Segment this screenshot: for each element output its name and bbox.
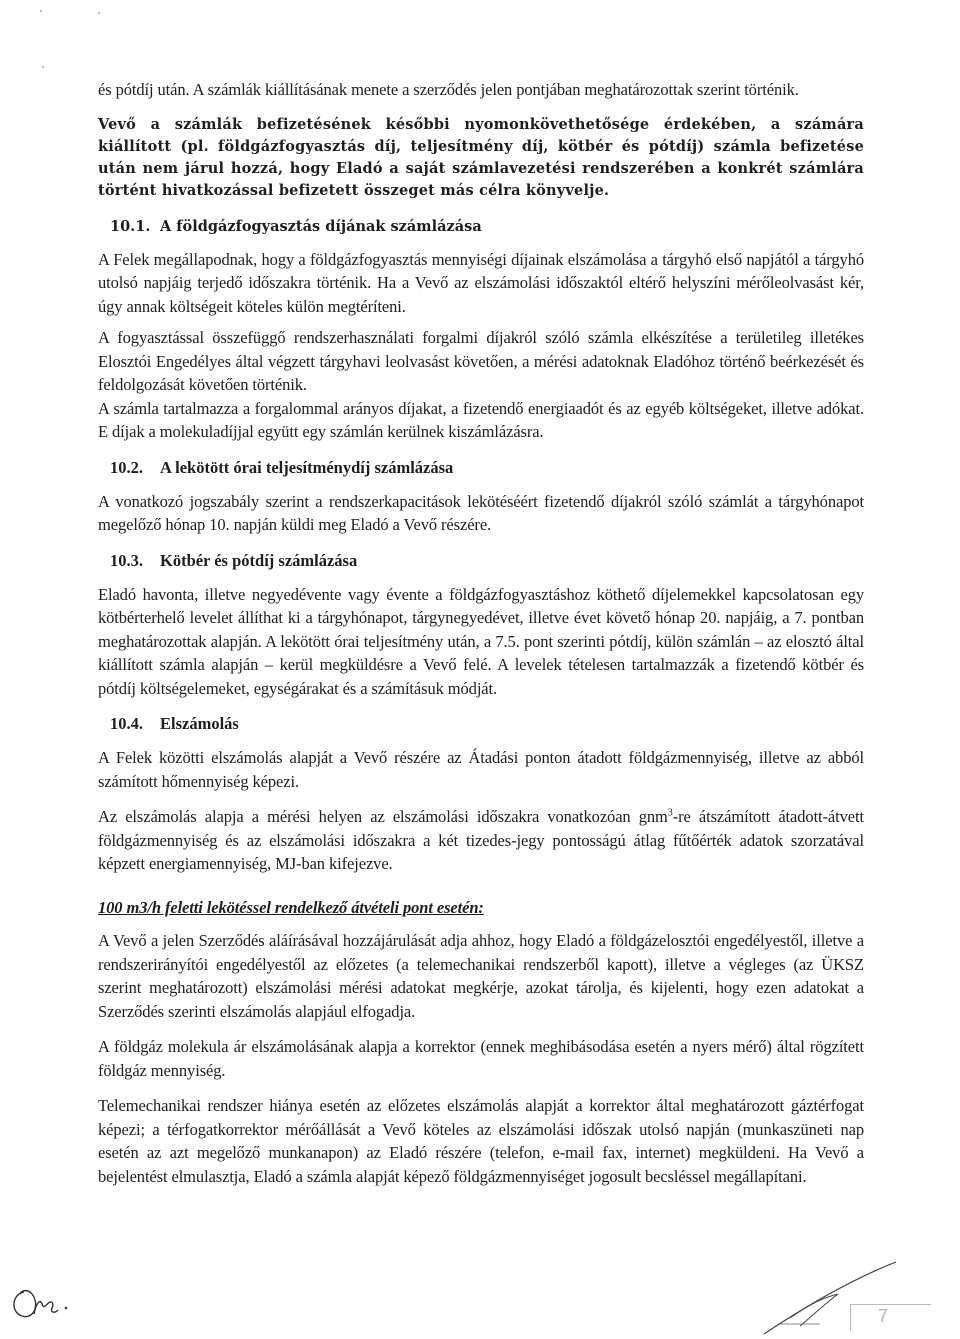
section-10-1-heading	[98, 216, 864, 236]
section-10-1-paragraph-1: A Felek megállapodnak, hogy a földgázfogyasztás mennyiségi díjainak elszámolása a tárgyhó első napjától a tárgyhó utolsó napjáig terjedő időszakra történik. Ha a Vevő az elszámolási időszaktól eltérő helyszíni mérőleolvasást kér, úgy annak költségeit köteles külön megtéríteni.	[98, 249, 864, 316]
section-number: 10.1.	[110, 217, 151, 235]
section-number: 10.3.	[110, 550, 143, 570]
subsection-100m3-paragraph-1: A Vevő a jelen Szerződés aláírásával hozzájárulását adja ahhoz, hogy Eladó a földgázelosztói engedélyestől, illetve a rendszerirányítói engedélyestől az előzetes (a telemechanikai rendszerből kapott), illetve a végleges (az ÜKSZ szerint meghatározott) elszámolási mérési adatokat megkérje, azokat tárolja, és kijelenti, hogy ezen adatokat a Szerződés szerinti elszámolás alapjául elfogadja.	[98, 931, 864, 1021]
section-number: 10.2.	[110, 457, 143, 477]
intro-paragraph-2: Vevő a számlák befizetésének későbbi nyomonkövethetősége érdekében, a számára kiállított (pl. földgázfogyasztás díj, teljesítmény díj, kötbér és pótdíj) számla befizetése után nem járul hozzá, hogy Eladó a saját számlavezetési rendszerében a konkrét számlára történt hivatkozással befizetett összeget más célra könyvelje.	[98, 115, 864, 199]
section-10-4-heading	[98, 714, 864, 734]
text-part: Az elszámolás alapja a mérési helyen az elszámolási időszakra vonatkozóan gnm	[98, 807, 668, 826]
section-title: Kötbér és pótdíj számlázása	[160, 550, 358, 570]
superscript: 3	[667, 807, 673, 819]
page-number: 7	[878, 1306, 889, 1326]
section-10-1-paragraph-2: A fogyasztással összefüggő rendszerhasználati forgalmi díjakról szóló számla elkészítése a területileg illetékes Elosztói Engedélyes által végzett tárgyhavi leolvasást követően, a mérési adatoknak Eladóhoz történő beérkezését és feldolgozását követően történik.	[98, 328, 864, 394]
section-10-2-heading	[98, 458, 864, 478]
section-10-1-paragraph-3: A számla tartalmazza a forgalommal arányos díjakat, a fizetendő energiaadót és az egyéb költségeket, illetve adókat. E díjak a molekuladíjjal együtt egy számlán kerülnek kiszámlázásra.	[98, 398, 864, 441]
section-title: Elszámolás	[160, 714, 239, 733]
scan-artifact	[98, 12, 100, 14]
subsection-100m3-paragraph-3: Telemechanikai rendszer hiánya esetén az előzetes elszámolás alapját a korrektor által meghatározott gáztérfogat képezi; a térfogatkorrektor mérőállását a Vevő köteles az elszámolási időszak utolsó napján (munkaszüneti nap esetén az azt megelőző munkanapon) az Eladó részére (telefon, e-mail fax, internet) megküldeni. Ha Vevő a bejelentést elmulasztja, Eladó a számla alapját képező földgázmennyiséget jogosult becsléssel megállapítani.	[98, 1096, 864, 1186]
section-10-2-paragraph-1: A vonatkozó jogszabály szerint a rendszerkapacitások lekötéséért fizetendő díjakról szóló számlát a tárgyhónapot megelőző hónap 10. napján küldi meg Eladó a Vevő részére.	[98, 491, 864, 534]
text-part: -re átszámított átadott-átvett földgázmennyiség és az elszámolási időszakra a két tizedes-jegy pontosságú átlag fűtőérték adatok szorzatával képzett energiamennyiség, MJ-ban kifejezve.	[98, 807, 864, 873]
document-page	[98, 78, 864, 1188]
scan-artifact	[42, 66, 44, 68]
footer-box	[850, 1304, 931, 1331]
section-title: A földgázfogyasztás díjának számlázása	[160, 217, 482, 235]
section-number: 10.4.	[110, 714, 143, 733]
section-10-4-paragraph-2	[98, 805, 864, 876]
section-10-4-paragraph-1: A Felek közötti elszámolás alapját a Vevő részére az Átadási ponton átadott földgázmennyiség, illetve az abból számított hőmennyiség képezi.	[98, 748, 864, 791]
subsection-heading-100m3: 100 m3/h feletti lekötéssel rendelkező átvételi pont esetén:	[98, 897, 484, 917]
initials-signature	[6, 1274, 76, 1324]
section-title: A lekötött órai teljesítménydíj számlázása	[160, 457, 454, 477]
scan-artifact	[40, 10, 42, 12]
section-10-3-heading	[98, 551, 864, 571]
section-10-3-paragraph-1: Eladó havonta, illetve negyedévente vagy évente a földgázfogyasztáshoz köthető díjelemekkel kapcsolatosan egy kötbérterhelő levelet állíthat ki a tárgyhónapot, tárgynegyedévet, illetve évet követő hónap 20. napjáig, a 7. pontban meghatározottak alapján. A lekötött órai teljesítmény után, a 7.5. pont szerinti pótdíj, külön számlán – az elosztó által kiállított számla alapján – kerül megküldésre a Vevő felé. A levelek tételesen tartalmazzák a fizetendő kötbér és pótdíj költségelemeket, egységárakat és a számításuk módját.	[98, 584, 864, 698]
subsection-100m3-paragraph-2: A földgáz molekula ár elszámolásának alapja a korrektor (ennek meghibásodása esetén a nyers mérő) által rögzített földgáz mennyiség.	[98, 1037, 864, 1080]
intro-paragraph-1: és pótdíj után. A számlák kiállításának menete a szerződés jelen pontjában meghatározottak szerint történik.	[98, 80, 799, 99]
